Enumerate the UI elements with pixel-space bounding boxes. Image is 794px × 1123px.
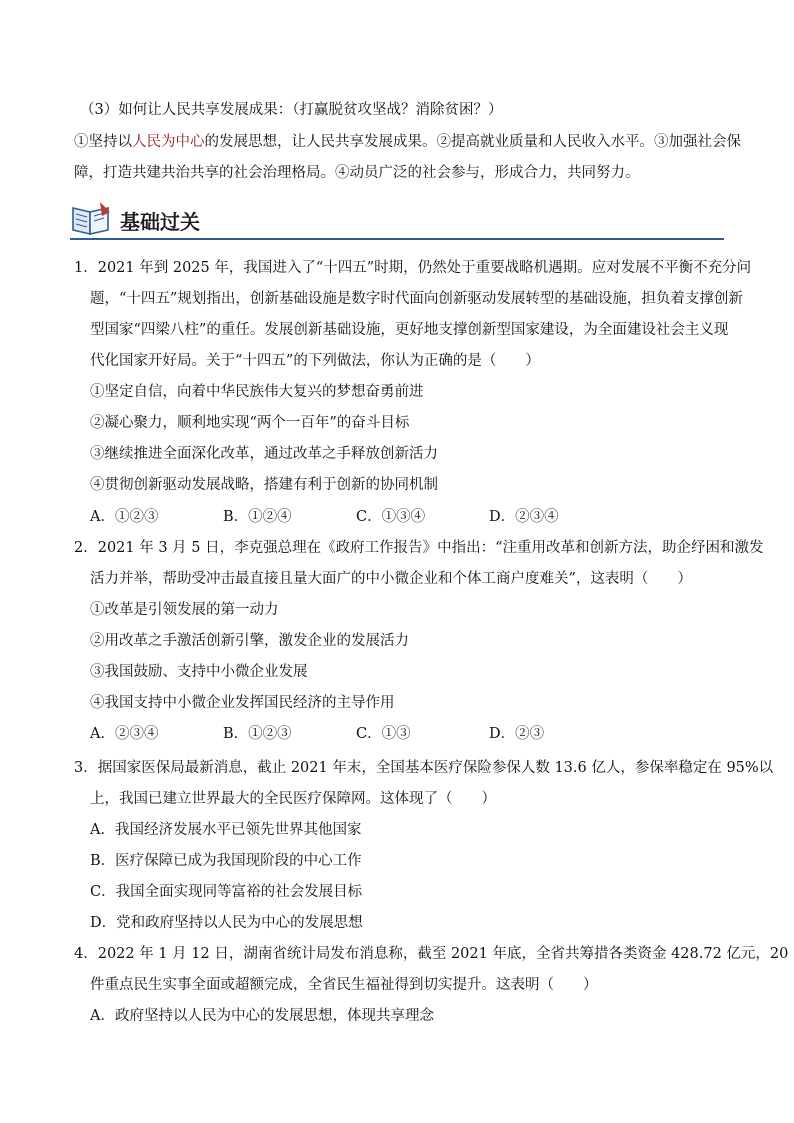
q1-stem-line-1: 1．2021 年到 2025 年，我国进入了“十四五”时期，仍然处于重要战略机遇期。应对发展不平衡不充分问 bbox=[74, 260, 752, 276]
answer-line-1 bbox=[74, 132, 741, 152]
q3-option-c[interactable]: C．我国全面实现同等富裕的社会发展目标 bbox=[90, 884, 363, 900]
section-header bbox=[70, 198, 724, 242]
section-title: 基础过关 bbox=[120, 210, 200, 234]
q3-stem-line-1: 3．据国家医保局最新消息，截止 2021 年末，全国基本医疗保险参保人数 13.6 亿人，参保率稳定在 95%以 bbox=[74, 760, 774, 776]
choice-c[interactable]: C．①③④ bbox=[356, 509, 426, 525]
choice-d[interactable]: D．②③ bbox=[489, 726, 545, 742]
choice-c[interactable]: C．①③ bbox=[356, 726, 411, 742]
q4-stem-line-2: 件重点民生实事全面或超额完成，全省民生福祉得到切实提升。这表明（ ） bbox=[90, 977, 598, 993]
q2-choices bbox=[90, 724, 622, 744]
q2-option-3: ③我国鼓励、支持中小微企业发展 bbox=[90, 664, 308, 680]
choice-a[interactable]: A．②③④ bbox=[90, 726, 159, 742]
q3-option-b[interactable]: B．医疗保障已成为我国现阶段的中心工作 bbox=[90, 853, 362, 869]
highlight-text: 人民为中心 bbox=[132, 134, 205, 150]
q4-option-a[interactable]: A．政府坚持以人民为中心的发展思想，体现共享理念 bbox=[90, 1008, 434, 1024]
section-divider bbox=[70, 238, 724, 240]
answer-text: 的发展思想，让人民共享发展成果。②提高就业质量和人民收入水平。③加强社会保 bbox=[204, 134, 741, 150]
q4-stem-line-1: 4．2022 年 1 月 12 日，湖南省统计局发布消息称，截至 2021 年底，全省共筹措各类资金 428.72 亿元，20 bbox=[74, 946, 789, 962]
book-icon bbox=[70, 200, 114, 238]
q1-option-4: ④贯彻创新驱动发展战略，搭建有利于创新的协同机制 bbox=[90, 477, 438, 493]
choice-b[interactable]: B．①②④ bbox=[223, 509, 292, 525]
q3-stem-line-2: 上，我国已建立世界最大的全民医疗保障网。这体现了（ ） bbox=[90, 791, 496, 807]
q1-stem-line-2: 题，“十四五”规划指出，创新基础设施是数字时代面向创新驱动发展转型的基础设施，担负着支撑创新 bbox=[90, 291, 743, 307]
answer-line-2: 障，打造共建共治共享的社会治理格局。④动员广泛的社会参与，形成合力，共同努力。 bbox=[74, 165, 640, 181]
q1-option-1: ①坚定自信，向着中华民族伟大复兴的梦想奋勇前进 bbox=[90, 384, 424, 400]
q2-stem-line-2: 活力并举，帮助受冲击最直接且量大面广的中小微企业和个体工商户度难关”，这表明（ ） bbox=[90, 571, 692, 587]
q2-stem-line-1: 2．2021 年 3 月 5 日，李克强总理在《政府工作报告》中指出：“注重用改革和创新方法，助企纾困和激发 bbox=[74, 540, 764, 556]
choice-b[interactable]: B．①②③ bbox=[223, 726, 292, 742]
q2-option-4: ④我国支持中小微企业发挥国民经济的主导作用 bbox=[90, 695, 395, 711]
answer-text: ①坚持以 bbox=[74, 134, 132, 150]
q3-option-d[interactable]: D．党和政府坚持以人民为中心的发展思想 bbox=[90, 915, 363, 931]
q1-stem-line-3: 型国家“四梁八柱”的重任。发展创新基础设施，更好地支撑创新型国家建设，为全面建设社会主义现 bbox=[90, 322, 729, 338]
q2-option-2: ②用改革之手激活创新引擎，激发企业的发展活力 bbox=[90, 633, 409, 649]
q1-option-3: ③继续推进全面深化改革，通过改革之手释放创新活力 bbox=[90, 446, 438, 462]
q3-option-a[interactable]: A．我国经济发展水平已领先世界其他国家 bbox=[90, 822, 362, 838]
q3-subheading: （3）如何让人民共享发展成果：（打赢脱贫攻坚战？消除贫困？） bbox=[80, 102, 503, 118]
choice-a[interactable]: A．①②③ bbox=[90, 509, 159, 525]
q1-stem-line-4: 代化国家开好局。关于“十四五”的下列做法，你认为正确的是（ ） bbox=[90, 353, 540, 369]
choice-d[interactable]: D．②③④ bbox=[489, 509, 559, 525]
q1-option-2: ②凝心聚力，顺利地实现“两个一百年”的奋斗目标 bbox=[90, 415, 410, 431]
q2-option-1: ①改革是引领发展的第一动力 bbox=[90, 602, 279, 618]
q1-choices bbox=[90, 507, 622, 527]
